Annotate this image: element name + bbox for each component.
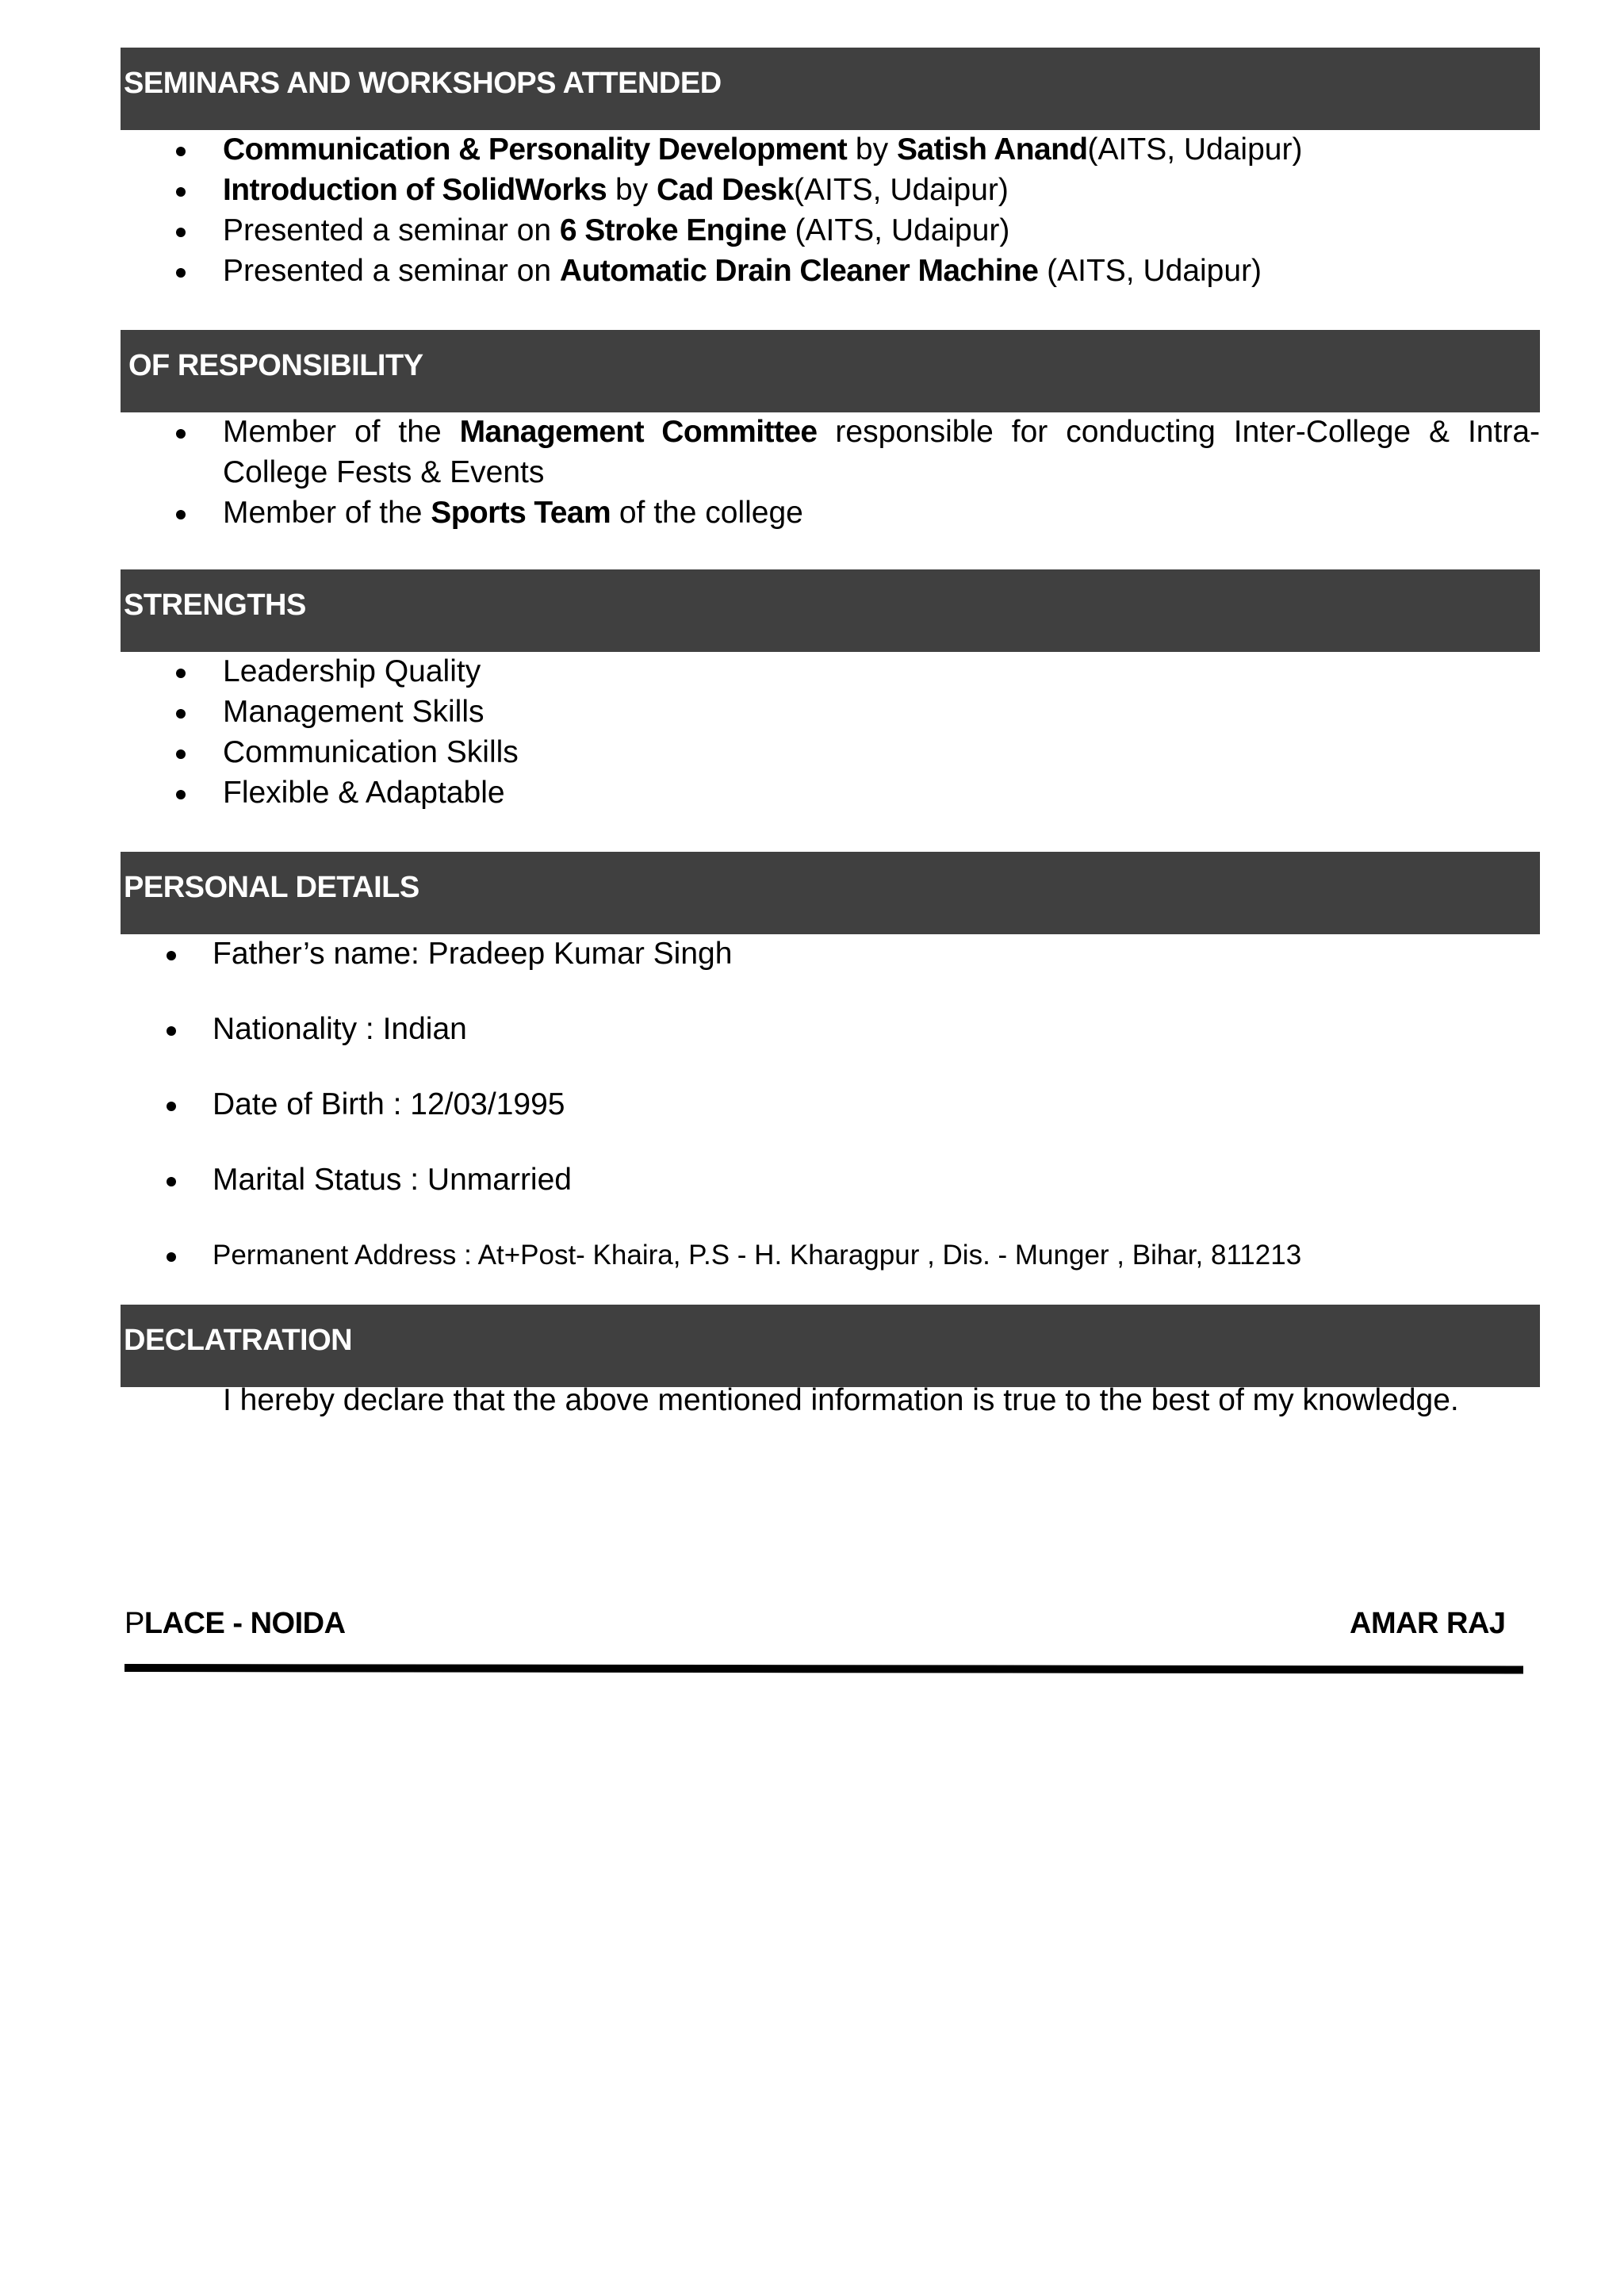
fathers-name: Father’s name: Pradeep Kumar Singh	[121, 933, 1301, 974]
list-item: Presented a seminar on Automatic Drain Cleaner Machine (AITS, Udaipur)	[121, 251, 1302, 291]
list-item: Flexible & Adaptable	[121, 772, 519, 813]
strengths-header: STRENGTHS	[121, 569, 1540, 652]
declaration-text: I hereby declare that the above mentioned information is true to the best of my knowledge.	[223, 1383, 1459, 1417]
list-item: Communication & Personality Development by Satish Anand(AITS, Udaipur)	[121, 129, 1302, 170]
footer-divider	[124, 1664, 1523, 1673]
personal-details-list	[121, 933, 1301, 1310]
declaration-header: DECLATRATION	[121, 1305, 1540, 1387]
list-item: Communication Skills	[121, 732, 519, 772]
personal-details-header: PERSONAL DETAILS	[121, 852, 1540, 934]
permanent-address: Permanent Address : At+Post- Khaira, P.S - H. Kharagpur , Dis. - Munger , Bihar, 811213	[121, 1235, 1301, 1275]
responsibility-header: OF RESPONSIBILITY	[121, 330, 1540, 412]
marital-status: Marital Status : Unmarried	[121, 1159, 1301, 1200]
list-item: Management Skills	[121, 692, 519, 732]
place: PLACE - NOIDA	[124, 1607, 346, 1640]
responsibility-list	[121, 412, 1540, 533]
list-item: Leadership Quality	[121, 651, 519, 692]
list-item: Member of the Management Committee responsible for conducting Inter-College & Intra-College Fests & Events	[121, 412, 1540, 493]
date-of-birth: Date of Birth : 12/03/1995	[121, 1084, 1301, 1125]
list-item: Member of the Sports Team of the college	[121, 493, 1540, 533]
strengths-list	[121, 651, 519, 813]
signature-name: AMAR RAJ	[1350, 1607, 1506, 1640]
list-item: Presented a seminar on 6 Stroke Engine (AITS, Udaipur)	[121, 210, 1302, 251]
list-item: Introduction of SolidWorks by Cad Desk(AITS, Udaipur)	[121, 170, 1302, 210]
seminars-header: SEMINARS AND WORKSHOPS ATTENDED	[121, 48, 1540, 130]
nationality: Nationality : Indian	[121, 1009, 1301, 1049]
seminars-list	[121, 129, 1302, 291]
